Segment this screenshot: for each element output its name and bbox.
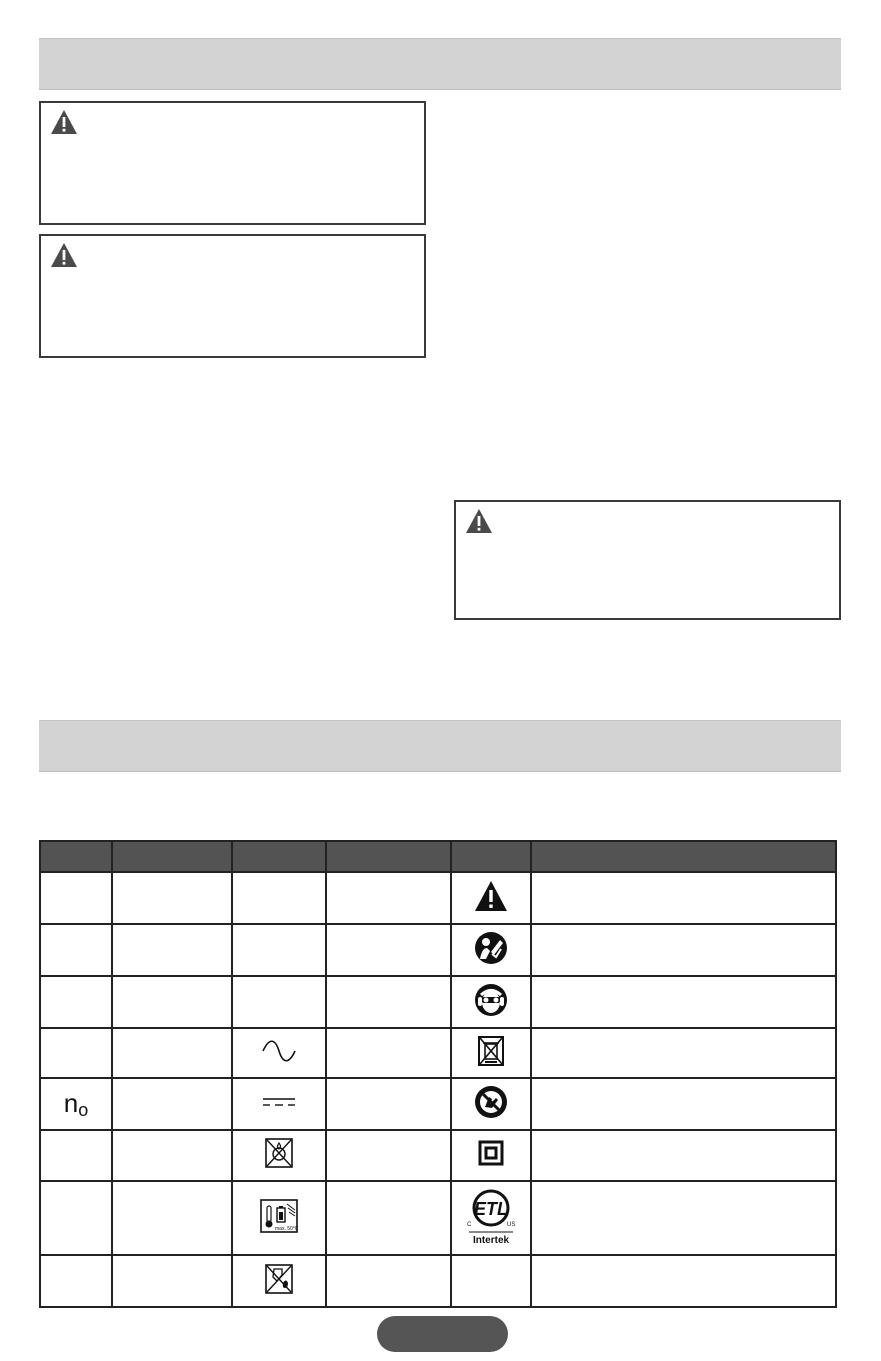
table-cell [326, 1028, 451, 1078]
table-row [40, 1130, 836, 1181]
table-header-row [40, 841, 836, 872]
table-cell [112, 1078, 232, 1130]
table-header-cell [531, 841, 836, 872]
max-temperature-icon [260, 1199, 298, 1233]
warning-box-1 [39, 101, 426, 225]
no-hands-icon [474, 1085, 508, 1119]
table-cell [326, 924, 451, 976]
section-header-band-bottom [39, 720, 841, 772]
warning-triangle-icon [50, 242, 78, 268]
table-cell [531, 1130, 836, 1181]
wear-eye-ear-protection-icon [474, 983, 508, 1017]
table-cell [531, 1181, 836, 1255]
table-cell [326, 1181, 451, 1255]
table-row [40, 872, 836, 924]
table-cell [531, 872, 836, 924]
table-cell [232, 872, 326, 924]
warning-triangle-icon [474, 880, 508, 912]
table-cell [451, 976, 531, 1028]
crossed-bin-icon [477, 1035, 505, 1067]
table-cell [531, 1255, 836, 1307]
table-cell [451, 1130, 531, 1181]
table-header-cell [40, 841, 112, 872]
table-cell [40, 1255, 112, 1307]
table-row [40, 1028, 836, 1078]
read-manual-icon [474, 931, 508, 965]
symbols-table [39, 840, 837, 1308]
etl-intertek-icon [463, 1184, 519, 1248]
table-cell [40, 1181, 112, 1255]
table-cell [451, 872, 531, 924]
table-cell [232, 1181, 326, 1255]
table-row [40, 976, 836, 1028]
table-cell [531, 924, 836, 976]
table-cell [112, 976, 232, 1028]
warning-box-3 [454, 500, 841, 620]
intertek-label: Intertek [472, 1234, 510, 1246]
etl-right-mark: US [507, 1221, 516, 1228]
table-header-cell [326, 841, 451, 872]
table-header-cell [451, 841, 531, 872]
no-load-speed-symbol: $n_o$ [63, 1087, 89, 1120]
table-header-cell [112, 841, 232, 872]
table-header-cell [232, 841, 326, 872]
table-cell [232, 1078, 326, 1130]
table-cell [112, 1028, 232, 1078]
table-cell [232, 1255, 326, 1307]
table-cell [326, 872, 451, 924]
table-cell [40, 1078, 112, 1130]
table-cell [451, 1255, 531, 1307]
direct-current-icon [261, 1095, 297, 1109]
max-temperature-label: max. 50°C [275, 1225, 298, 1232]
table-cell [232, 1130, 326, 1181]
table-cell [531, 976, 836, 1028]
table-cell [112, 1130, 232, 1181]
table-cell [531, 1028, 836, 1078]
alternating-current-icon [261, 1040, 297, 1062]
table-cell [112, 1255, 232, 1307]
table-cell [40, 924, 112, 976]
table-row [40, 1181, 836, 1255]
table-cell [112, 872, 232, 924]
table-cell [40, 872, 112, 924]
table-row [40, 1255, 836, 1307]
table-cell [451, 1078, 531, 1130]
table-row [40, 1078, 836, 1130]
table-cell [40, 976, 112, 1028]
table-cell [451, 1181, 531, 1255]
table-cell [451, 924, 531, 976]
no-fire-disposal-icon [264, 1137, 294, 1169]
table-cell [326, 1255, 451, 1307]
table-cell [232, 924, 326, 976]
warning-triangle-icon [50, 109, 78, 135]
etl-left-mark: C [467, 1221, 472, 1228]
warning-triangle-icon [465, 508, 493, 534]
section-header-band-top [39, 38, 841, 90]
svg-text:ETL: ETL [474, 1198, 508, 1219]
table-cell [40, 1130, 112, 1181]
warning-box-2 [39, 234, 426, 358]
table-cell [40, 1028, 112, 1078]
double-insulation-icon [478, 1140, 504, 1166]
table-cell [112, 1181, 232, 1255]
table-cell [531, 1078, 836, 1130]
page-number-pill [377, 1316, 508, 1352]
table-cell [326, 976, 451, 1028]
table-cell [232, 976, 326, 1028]
table-cell [451, 1028, 531, 1078]
table-row [40, 924, 836, 976]
table-cell [326, 1078, 451, 1130]
table-cell [232, 1028, 326, 1078]
no-water-icon [264, 1263, 294, 1295]
table-cell [326, 1130, 451, 1181]
table-cell [112, 924, 232, 976]
